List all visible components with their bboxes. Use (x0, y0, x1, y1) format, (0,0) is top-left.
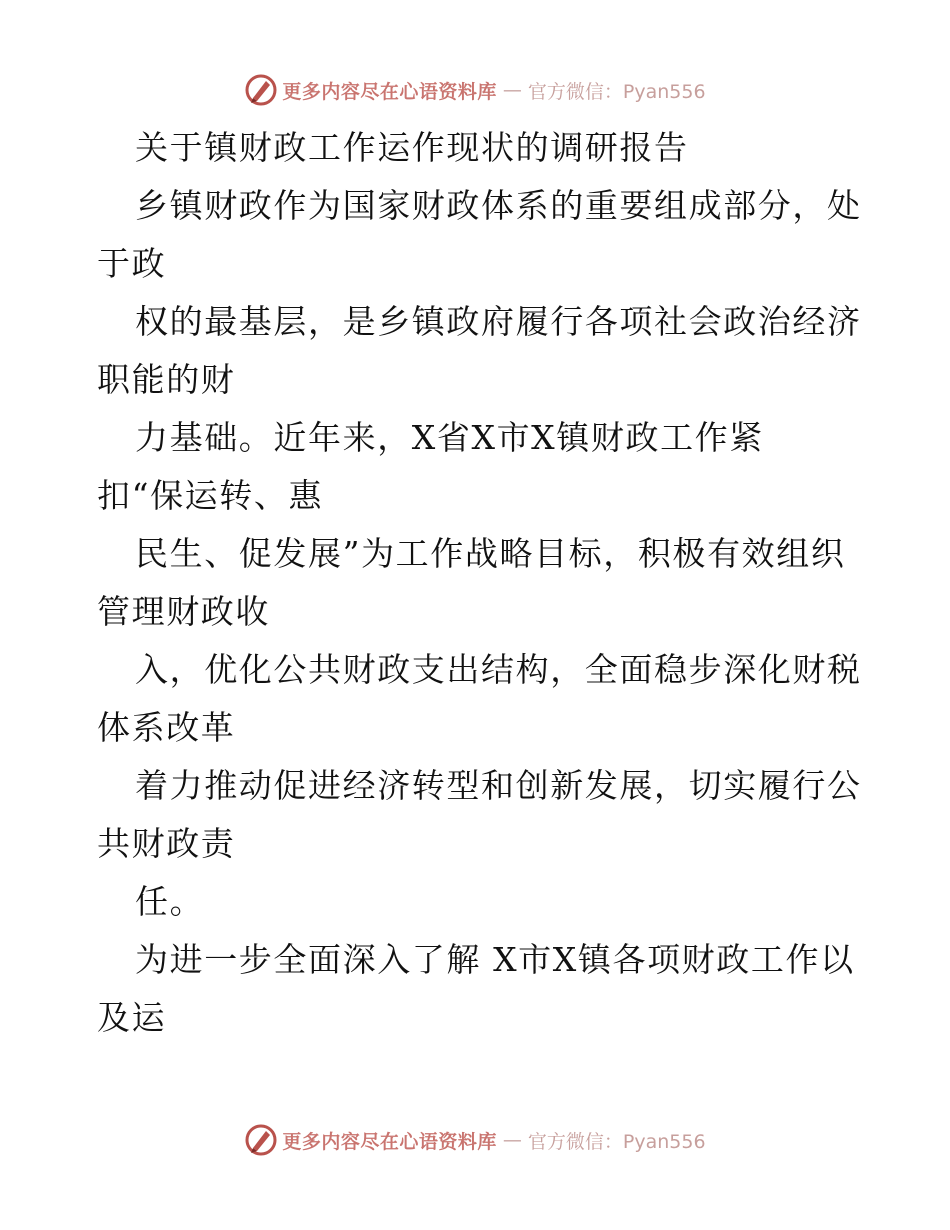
footer-watermark (0, 1120, 950, 1160)
paragraph-line: 于政 (97, 244, 167, 283)
paragraph-line: 权的最基层，是乡镇政府履行各项社会政治经济 (135, 302, 862, 341)
watermark-separator: — (502, 1129, 522, 1151)
paragraph-line: 任。 (135, 882, 205, 921)
watermark-text: 更多内容尽在心语资料库 (282, 80, 497, 103)
watermark-text: 更多内容尽在心语资料库 (282, 1130, 497, 1153)
paragraph-line: 扣“保运转、惠 (97, 476, 324, 515)
pen-logo-icon (244, 1123, 278, 1157)
paragraph-line: 及运 (97, 998, 167, 1037)
paragraph-line: 民生、促发展”为工作战略目标，积极有效组织 (135, 534, 846, 573)
header-watermark (0, 70, 950, 110)
paragraph-line: 管理财政收 (97, 592, 270, 631)
paragraph-line: 职能的财 (97, 360, 236, 399)
document-title: 关于镇财政工作运作现状的调研报告 (135, 128, 689, 167)
paragraph-line: 共财政责 (97, 824, 236, 863)
paragraph-line: 着力推动促进经济转型和创新发展，切实履行公 (135, 766, 862, 805)
pen-logo-icon (244, 73, 278, 107)
watermark-wechat: 官方微信：Pyan556 (527, 80, 706, 103)
paragraph-line: 入，优化公共财政支出结构，全面稳步深化财税 (135, 650, 862, 689)
paragraph-line: 为进一步全面深入了解 X市X镇各项财政工作以 (135, 940, 855, 979)
paragraph-line: 体系改革 (97, 708, 236, 747)
watermark-wechat: 官方微信：Pyan556 (527, 1130, 706, 1153)
paragraph-line: 乡镇财政作为国家财政体系的重要组成部分，处 (135, 186, 862, 225)
watermark-separator: — (502, 79, 522, 101)
paragraph-line: 力基础。近年来，X省X市X镇财政工作紧 (135, 418, 764, 457)
